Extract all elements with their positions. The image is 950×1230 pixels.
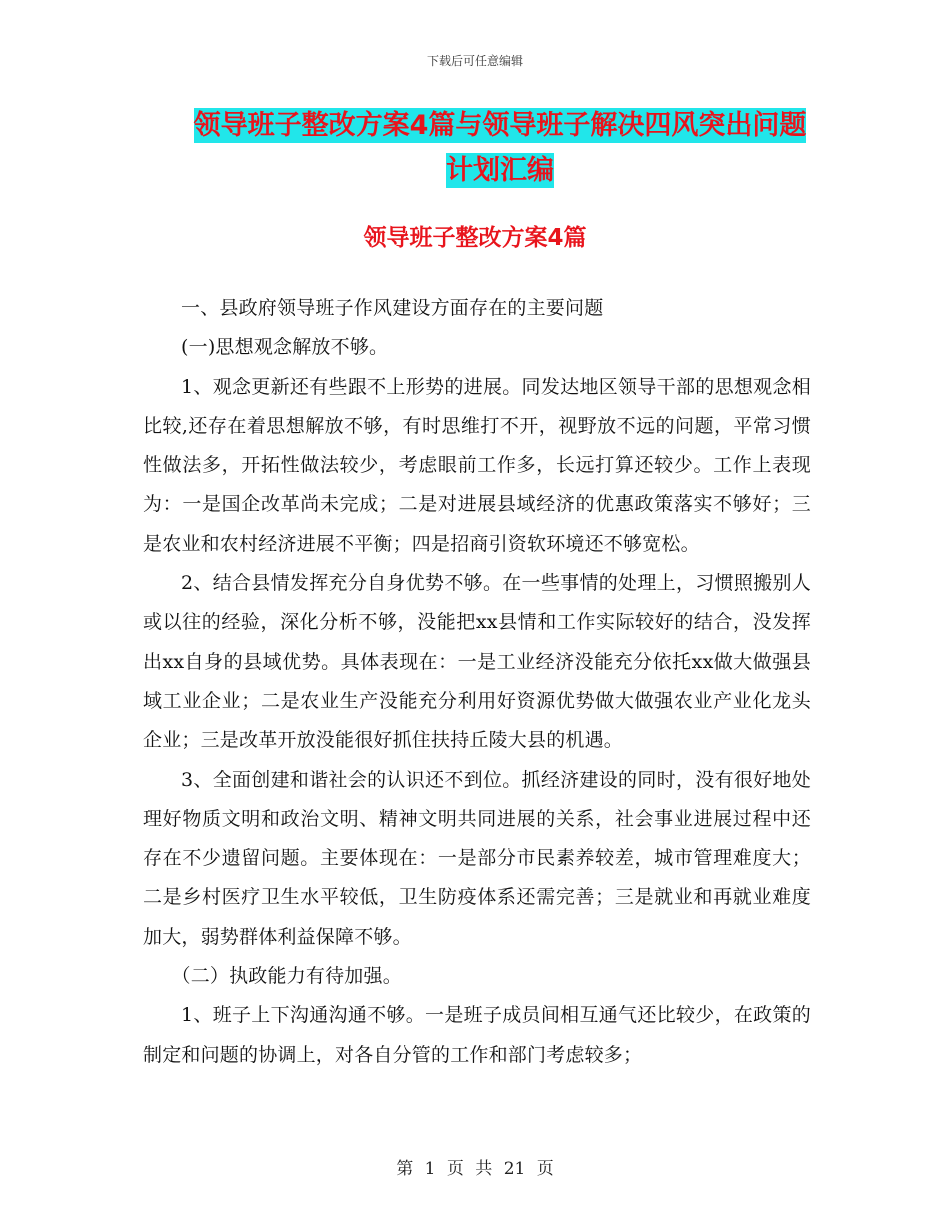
paragraph: 2、结合县情发挥充分自身优势不够。在一些事情的处理上，习惯照搬别人或以往的经验，深化分析不够，没能把xx县情和工作实际较好的结合，没发挥出xx自身的县域优势。具体表现在：一是工业经济没能充分依托xx做大做强县域工业企业；二是农业生产没能充分利用好资源优势做大做强农业产业化龙头企业；三是改革开放没能很好抓住扶持丘陵大县的机遇。 (143, 572, 811, 752)
page-header: 下载后可任意编辑 (426, 54, 523, 68)
paragraph-subheading-2: （二）执政能力有待加强。 (171, 965, 402, 988)
title-line-2: 计划汇编 (446, 155, 554, 186)
document-title (150, 103, 850, 193)
paragraph: 3、全面创建和谐社会的认识还不到位。抓经济建设的同时，没有很好地处理好物质文明和政治文明、精神文明共同进展的关系，社会事业进展过程中还存在不少遗留问题。主要体现在：一是部分市民素养较差，城市管理难度大；二是乡村医疗卫生水平较低，卫生防疫体系还需完善；三是就业和再就业难度加大，弱势群体利益保障不够。 (143, 768, 811, 948)
title-line-1: 领导班子整改方案4篇与领导班子解决四风突出问题 (193, 110, 807, 141)
document-body (143, 289, 811, 1075)
paragraph: 1、班子上下沟通沟通不够。一是班子成员间相互通气还比较少，在政策的制定和问题的协调上，对各自分管的工作和部门考虑较多； (143, 1004, 811, 1066)
page-footer: 第 1 页 共 21 页 (396, 1159, 554, 1179)
paragraph-subheading-1: (一)思想观念解放不够。 (181, 336, 389, 359)
paragraph: 1、观念更新还有些跟不上形势的进展。同发达地区领导干部的思想观念相比较,还存在着思想解放不够，有时思维打不开，视野放不远的问题，平常习惯性做法多，开拓性做法较少，考虑眼前工作多，长远打算还较少。工作上表现为：一是国企改革尚未完成；二是对进展县域经济的优惠政策落实不够好；三是农业和农村经济进展不平衡；四是招商引资软环境还不够宽松。 (143, 375, 811, 555)
paragraph-heading-1: 一、县政府领导班子作风建设方面存在的主要问题 (181, 297, 604, 319)
section-title: 领导班子整改方案4篇 (363, 225, 587, 251)
